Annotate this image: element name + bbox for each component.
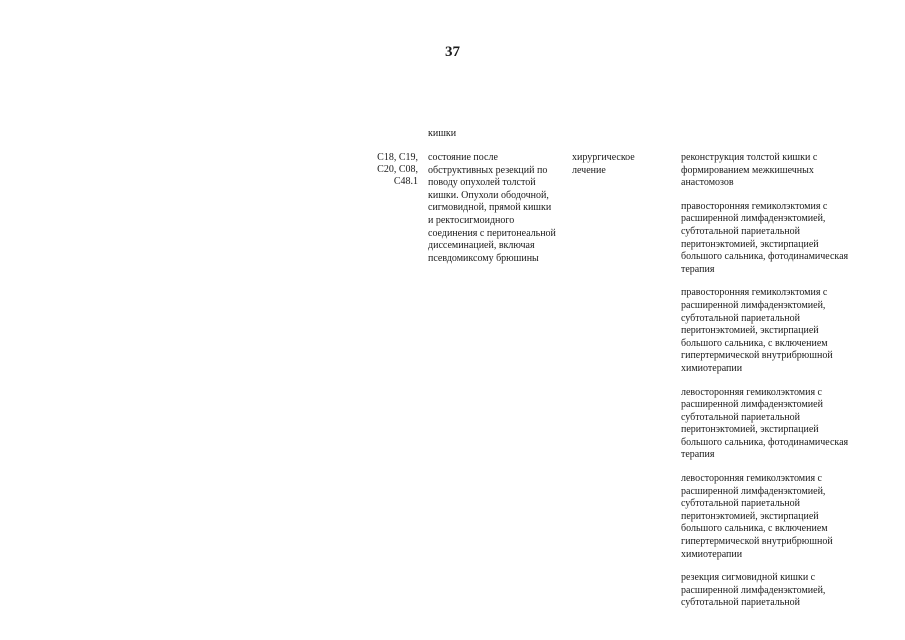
- condition-cell: состояние после обструктивных резекций по поводу опухолей толстой кишки. Опухоли ободочной, сигмовидной, прямой кишки и ректосигмоидного соединения с перитонеальной диссеминацией, включая псевдомиксому брюшины: [428, 152, 556, 264]
- treatment-methods-cell: [681, 152, 896, 621]
- treatment-method: левосторонняя гемиколэктомия с расширенной лимфаденэктомией, субтотальной париетальной перитонэктомией, экстирпацией большого сальника, с включением гипертермической внутрибрюшной химиотерапии: [681, 473, 833, 560]
- page-number: 37: [445, 44, 460, 60]
- icd-codes-cell: C18, C19, C20, C08, C48.1: [377, 152, 418, 188]
- treatment-method: правосторонняя гемиколэктомия с расширенной лимфаденэктомией, субтотальной париетальной перитонэктомией, экстирпацией большого сальника, с включением гипертермической внутрибрюшной химиотерапии: [681, 287, 833, 374]
- continuation-text: кишки: [428, 128, 457, 139]
- treatment-type-cell: хирургическое лечение: [572, 152, 635, 176]
- treatment-method: резекция сигмовидной кишки с расширенной лимфаденэктомией, субтотальной париетальной: [681, 572, 826, 609]
- treatment-method: реконструкция толстой кишки с формированием межкишечных анастомозов: [681, 152, 818, 189]
- treatment-method: правосторонняя гемиколэктомия с расширенной лимфаденэктомией, субтотальной париетальной перитонэктомией, экстирпацией большого сальника, фотодинамическая терапия: [681, 200, 849, 275]
- treatment-method: левосторонняя гемиколэктомия с расширенной лимфаденэктомией субтотальной париетальной перитонэктомией, экстирпацией большого сальника, фотодинамическая терапия: [681, 386, 849, 461]
